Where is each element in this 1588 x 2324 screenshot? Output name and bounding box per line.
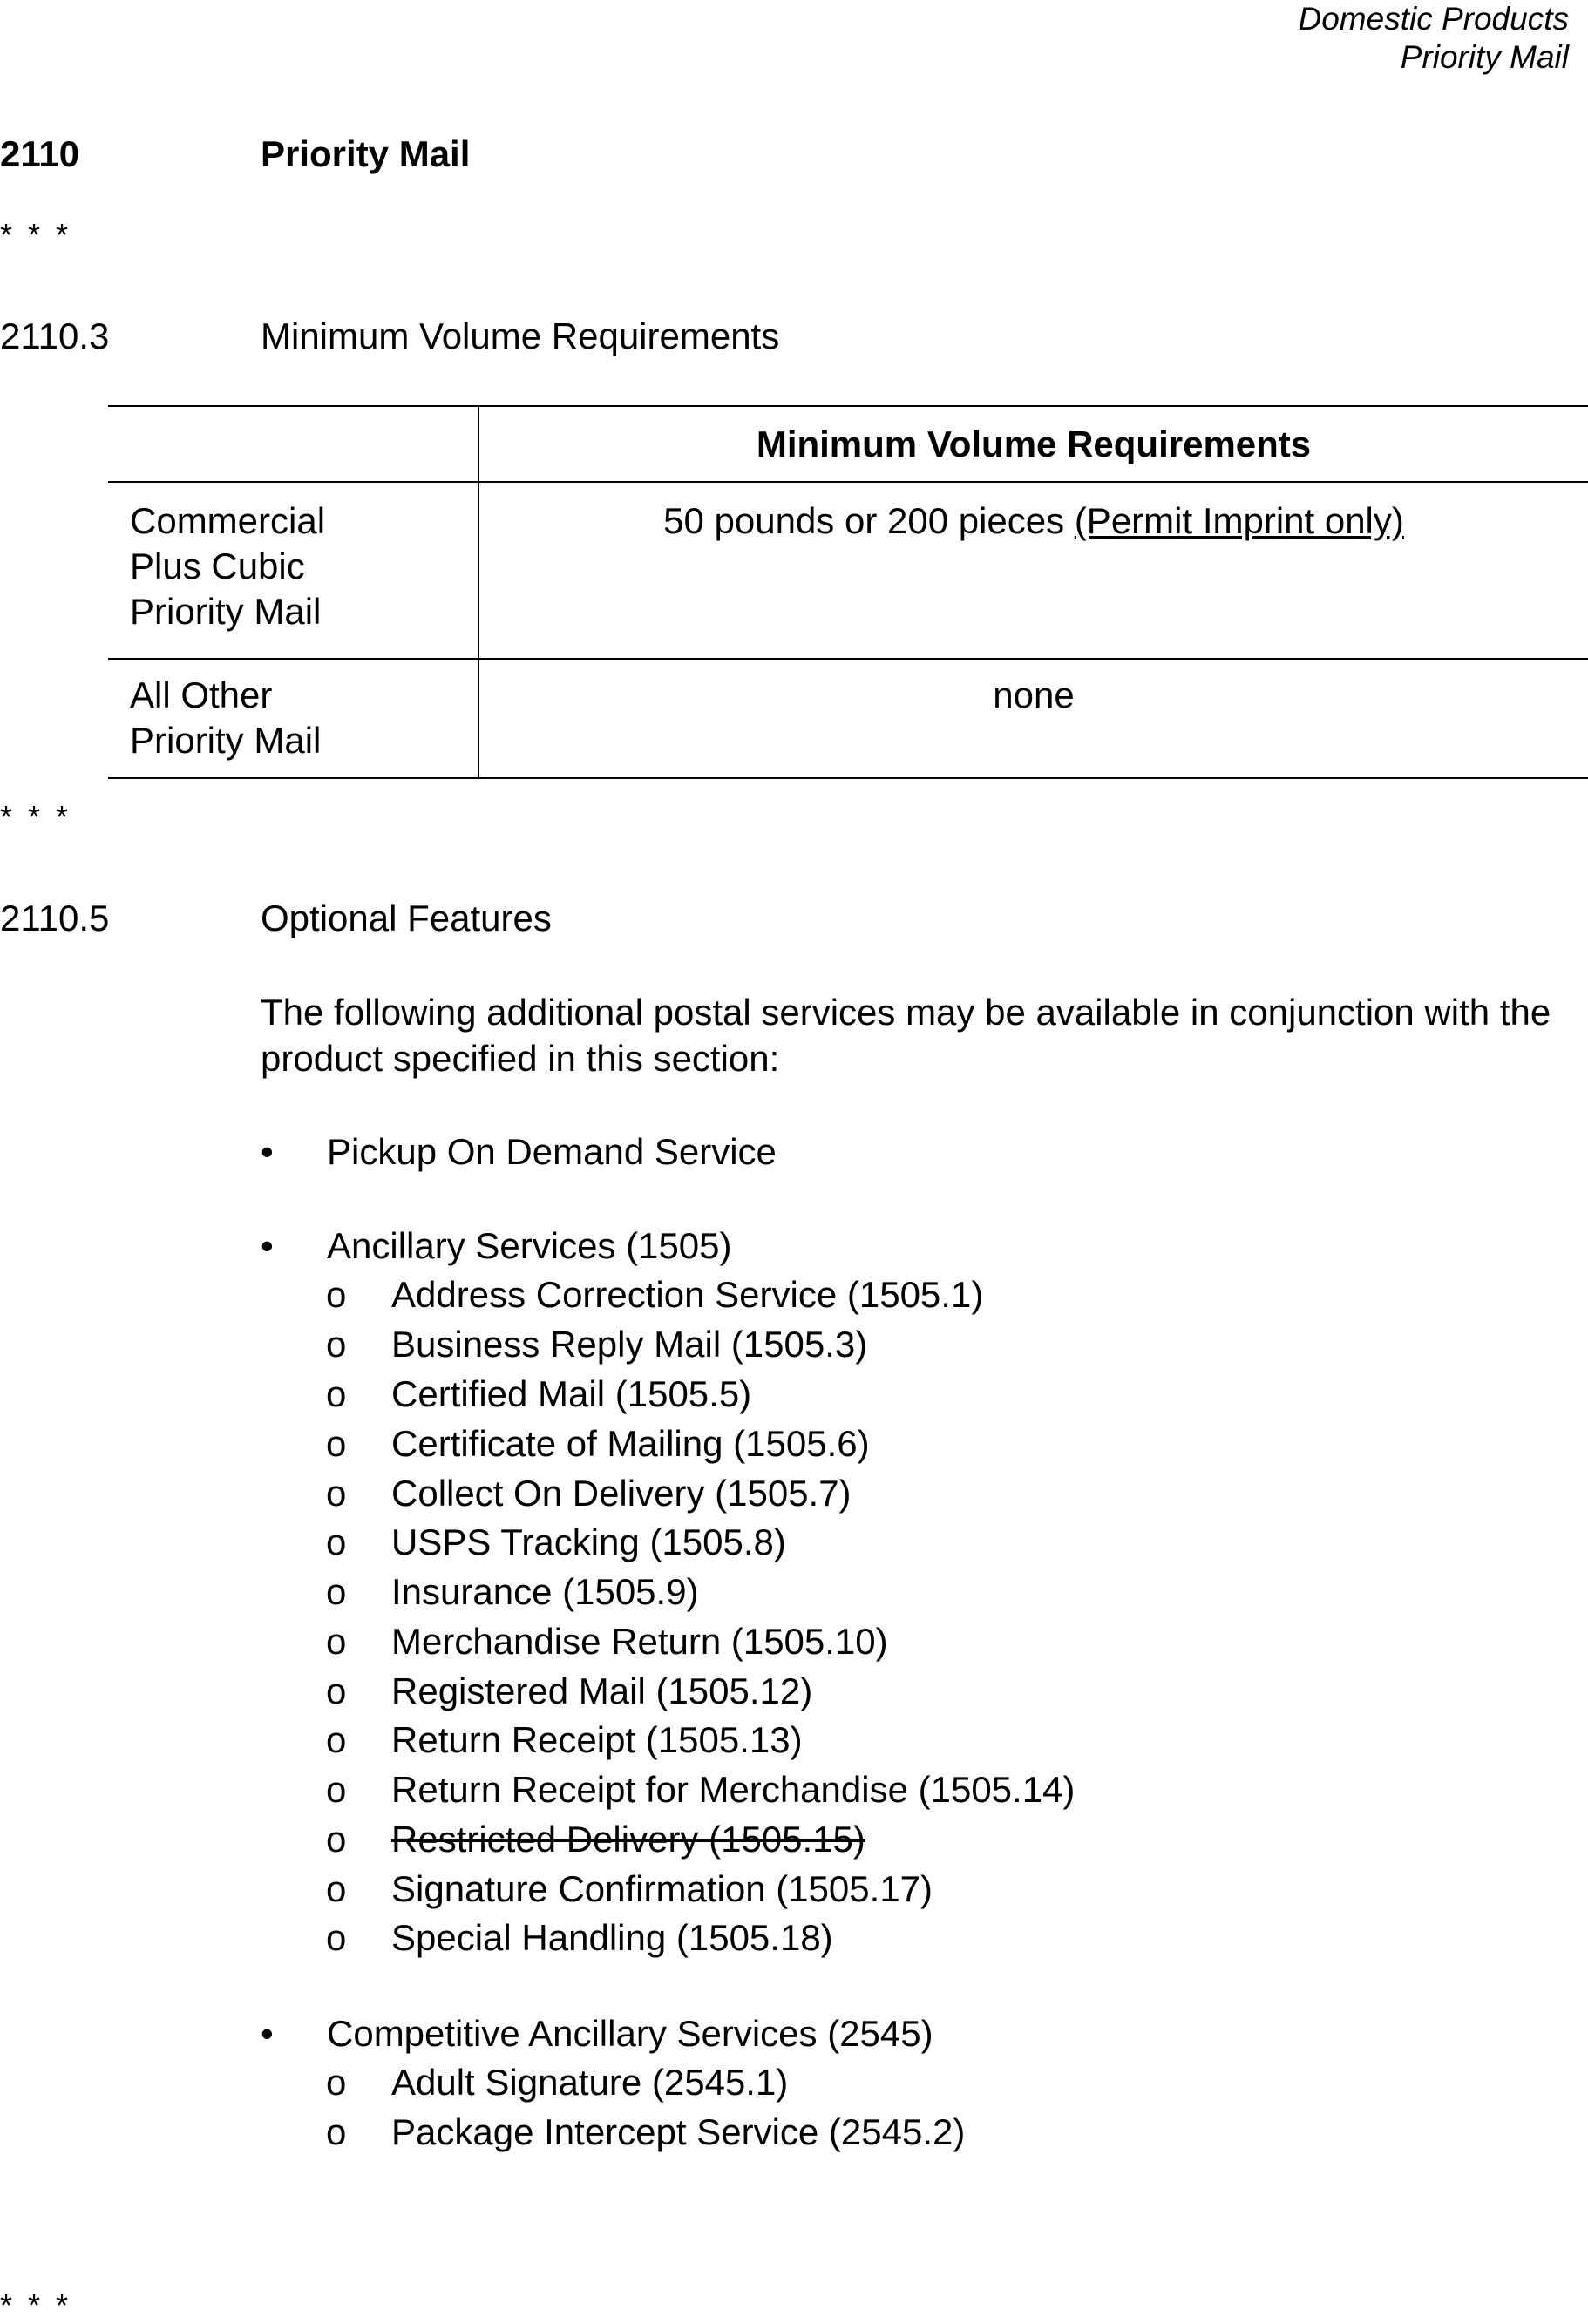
sub-bullet-icon: o bbox=[326, 1423, 347, 1464]
header-line-domestic-products: Domestic Products bbox=[1298, 1, 1569, 37]
list-item-text: Package Intercept Service (2545.2) bbox=[391, 2111, 966, 2152]
list-item-text: Certificate of Mailing (1505.6) bbox=[391, 1423, 870, 1464]
bullet-text: Competitive Ancillary Services (2545) bbox=[327, 2013, 933, 2054]
sub-bullet-icon: o bbox=[326, 1274, 347, 1315]
label-line: Plus Cubic bbox=[130, 545, 305, 586]
section-title: Priority Mail bbox=[261, 133, 471, 174]
subsection-5-title: Optional Features bbox=[261, 898, 552, 938]
sub-bullet-icon: o bbox=[326, 1473, 347, 1514]
list-item bbox=[326, 1373, 751, 1415]
list-item bbox=[326, 1473, 852, 1514]
list-item-text: Insurance (1505.9) bbox=[391, 1571, 699, 1612]
sub-bullet-icon: o bbox=[326, 1521, 347, 1562]
omission-stars-2: * * * bbox=[0, 799, 72, 835]
sub-bullet-icon: o bbox=[326, 1324, 347, 1365]
sub-bullet-icon: o bbox=[326, 1719, 347, 1760]
bullet-text: Pickup On Demand Service bbox=[327, 1131, 777, 1172]
minimum-volume-table bbox=[108, 405, 1588, 779]
list-item bbox=[326, 1719, 803, 1761]
table-row bbox=[108, 482, 1588, 659]
sub-bullet-icon: o bbox=[326, 1621, 347, 1662]
list-item bbox=[326, 1670, 812, 1712]
list-item bbox=[326, 1324, 867, 1365]
list-item bbox=[326, 1274, 983, 1316]
list-item bbox=[326, 1521, 786, 1563]
sub-bullet-icon: o bbox=[326, 1373, 347, 1414]
value-text: 50 pounds or 200 pieces bbox=[663, 500, 1075, 541]
list-item-text: Registered Mail (1505.12) bbox=[391, 1670, 813, 1711]
header-line-priority-mail: Priority Mail bbox=[1400, 39, 1569, 75]
list-item-text: Merchandise Return (1505.10) bbox=[391, 1621, 888, 1662]
section-number: 2110 bbox=[0, 133, 80, 174]
bullet-text: Ancillary Services (1505) bbox=[327, 1225, 732, 1266]
sub-bullet-icon: o bbox=[326, 2111, 347, 2152]
list-item bbox=[326, 1621, 888, 1663]
list-item-text: USPS Tracking (1505.8) bbox=[391, 1521, 786, 1562]
sub-bullet-icon: o bbox=[326, 1670, 347, 1711]
bullet-dot-icon: • bbox=[261, 1131, 274, 1172]
label-line: All Other bbox=[130, 674, 273, 715]
list-item-text: Adult Signature (2545.1) bbox=[391, 2062, 789, 2103]
label-line: Priority Mail bbox=[130, 720, 322, 761]
sub-bullet-icon: o bbox=[326, 1769, 347, 1810]
running-header bbox=[1299, 0, 1570, 77]
label-line: Commercial bbox=[130, 500, 326, 541]
list-item bbox=[326, 1917, 833, 1959]
list-item-text: Address Correction Service (1505.1) bbox=[391, 1274, 984, 1315]
bullet-dot-icon: • bbox=[261, 1225, 274, 1266]
list-item-text: Business Reply Mail (1505.3) bbox=[391, 1324, 868, 1365]
omission-stars-3: * * * bbox=[0, 2287, 72, 2323]
table-row-value bbox=[478, 482, 1588, 659]
list-item-text: Certified Mail (1505.5) bbox=[391, 1373, 752, 1414]
table-column-header: Minimum Volume Requirements bbox=[478, 406, 1588, 482]
subsection-3-title: Minimum Volume Requirements bbox=[261, 315, 780, 356]
sub-bullet-icon: o bbox=[326, 1868, 347, 1909]
bullet-dot-icon: • bbox=[261, 2013, 274, 2054]
table-header-empty-cell bbox=[108, 406, 478, 482]
list-item-text: Collect On Delivery (1505.7) bbox=[391, 1473, 852, 1514]
list-item-text: Restricted Delivery (1505.15) bbox=[391, 1819, 865, 1860]
list-item bbox=[326, 2062, 788, 2104]
table-row-value: none bbox=[478, 659, 1588, 778]
list-item-text: Special Handling (1505.18) bbox=[391, 1917, 833, 1958]
list-item-struck bbox=[326, 1819, 865, 1860]
table-row-label bbox=[108, 482, 478, 659]
list-item bbox=[326, 2111, 965, 2153]
list-item bbox=[326, 1868, 933, 1910]
list-item-text: Return Receipt (1505.13) bbox=[391, 1719, 803, 1760]
sub-bullet-icon: o bbox=[326, 1819, 347, 1860]
sub-bullet-icon: o bbox=[326, 2062, 347, 2103]
list-item bbox=[326, 1769, 1075, 1811]
list-item bbox=[326, 1423, 870, 1465]
label-line: Priority Mail bbox=[130, 591, 322, 632]
omission-stars-1: * * * bbox=[0, 217, 72, 253]
sub-bullet-icon: o bbox=[326, 1917, 347, 1958]
table-row-label bbox=[108, 659, 478, 778]
subsection-5-number: 2110.5 bbox=[0, 898, 110, 938]
subsection-3-number: 2110.3 bbox=[0, 315, 110, 356]
list-item-text: Signature Confirmation (1505.17) bbox=[391, 1868, 933, 1909]
sub-bullet-icon: o bbox=[326, 1571, 347, 1612]
intro-paragraph: The following additional postal services may be available in conjunction with the product specified in this section: bbox=[261, 992, 1551, 1079]
table-row bbox=[108, 659, 1588, 778]
table-header-row bbox=[108, 406, 1588, 482]
list-item bbox=[326, 1571, 699, 1613]
value-underlined-text: (Permit Imprint only) bbox=[1074, 500, 1404, 541]
list-item-text: Return Receipt for Merchandise (1505.14) bbox=[391, 1769, 1076, 1810]
